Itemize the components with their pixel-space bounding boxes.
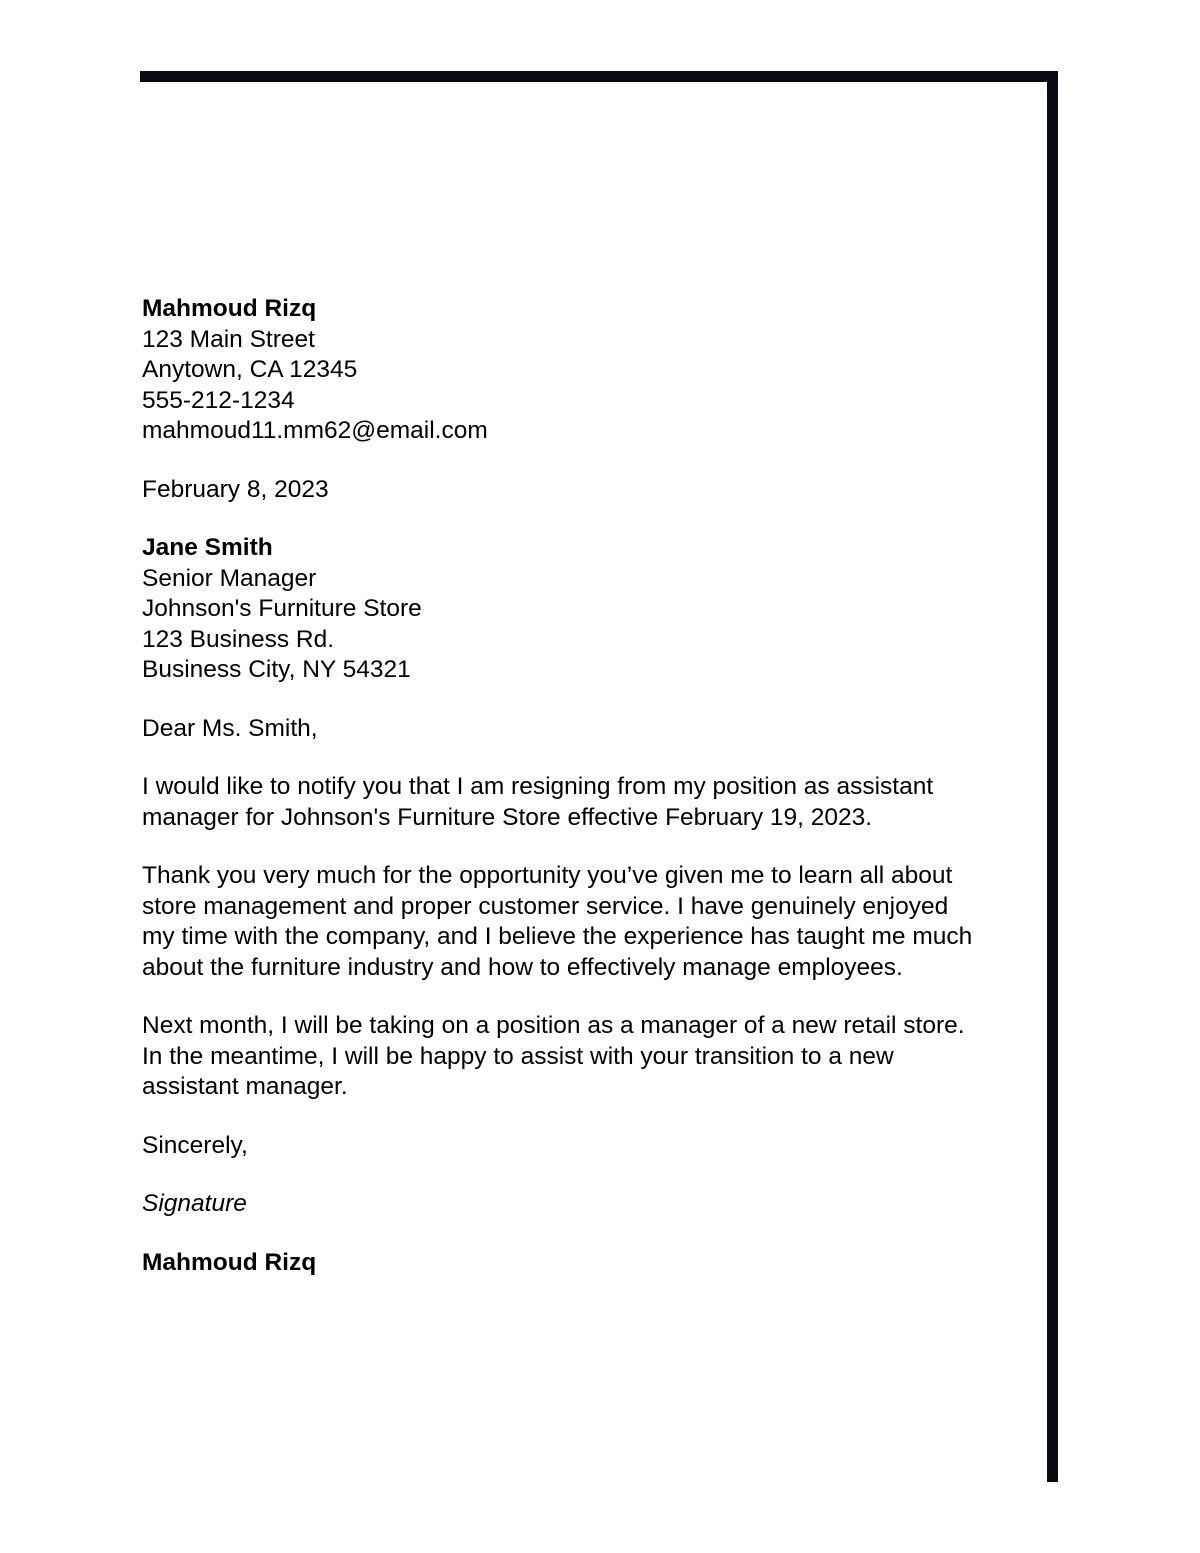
recipient-city-state-zip: Business City, NY 54321 [142,656,411,683]
date-block [142,475,1047,506]
body-paragraph-3 [142,1011,1047,1103]
recipient-title: Senior Manager [142,564,317,592]
paragraph-line: store management and proper customer service. I have genuinely enjoyed [142,892,949,920]
signature-placeholder: Signature [142,1190,247,1217]
salutation: Dear Ms. Smith, [142,714,318,742]
recipient-block [142,533,1047,686]
sender-name: Mahmoud Rizq [142,295,317,322]
sender-phone: 555-212-1234 [142,386,295,414]
paragraph-line: In the meantime, I will be happy to assist with your transition to a new [142,1042,894,1070]
body-paragraph-2 [142,861,1047,983]
recipient-street: 123 Business Rd. [142,625,335,653]
paragraph-line: my time with the company, and I believe the experience has taught me much [142,923,973,950]
paragraph-line: manager for Johnson's Furniture Store effective February 19, 2023. [142,803,873,831]
page-border-top [140,71,1058,82]
sender-block [142,294,1047,447]
closing-block [142,1131,1047,1162]
page-border-right [1047,71,1058,1482]
sender-email: mahmoud11.mm62@email.com [142,417,488,444]
signer-block [142,1248,1047,1279]
paragraph-line: Thank you very much for the opportunity you’ve given me to learn all about [142,862,953,889]
paragraph-line: I would like to notify you that I am resigning from my position as assistant [142,773,934,800]
recipient-name: Jane Smith [142,534,273,561]
closing: Sincerely, [142,1131,248,1159]
sender-city-state-zip: Anytown, CA 12345 [142,356,358,383]
recipient-company: Johnson's Furniture Store [142,595,422,622]
signature-block [142,1189,1047,1220]
paragraph-line: assistant manager. [142,1073,348,1100]
sender-street: 123 Main Street [142,325,315,353]
body-paragraph-1 [142,772,1047,833]
letter-body [142,294,1047,1278]
letter-date: February 8, 2023 [142,475,329,503]
signer-name: Mahmoud Rizq [142,1248,317,1276]
paragraph-line: Next month, I will be taking on a position as a manager of a new retail store. [142,1012,965,1039]
salutation-block [142,714,1047,745]
paragraph-line: about the furniture industry and how to effectively manage employees. [142,953,903,981]
